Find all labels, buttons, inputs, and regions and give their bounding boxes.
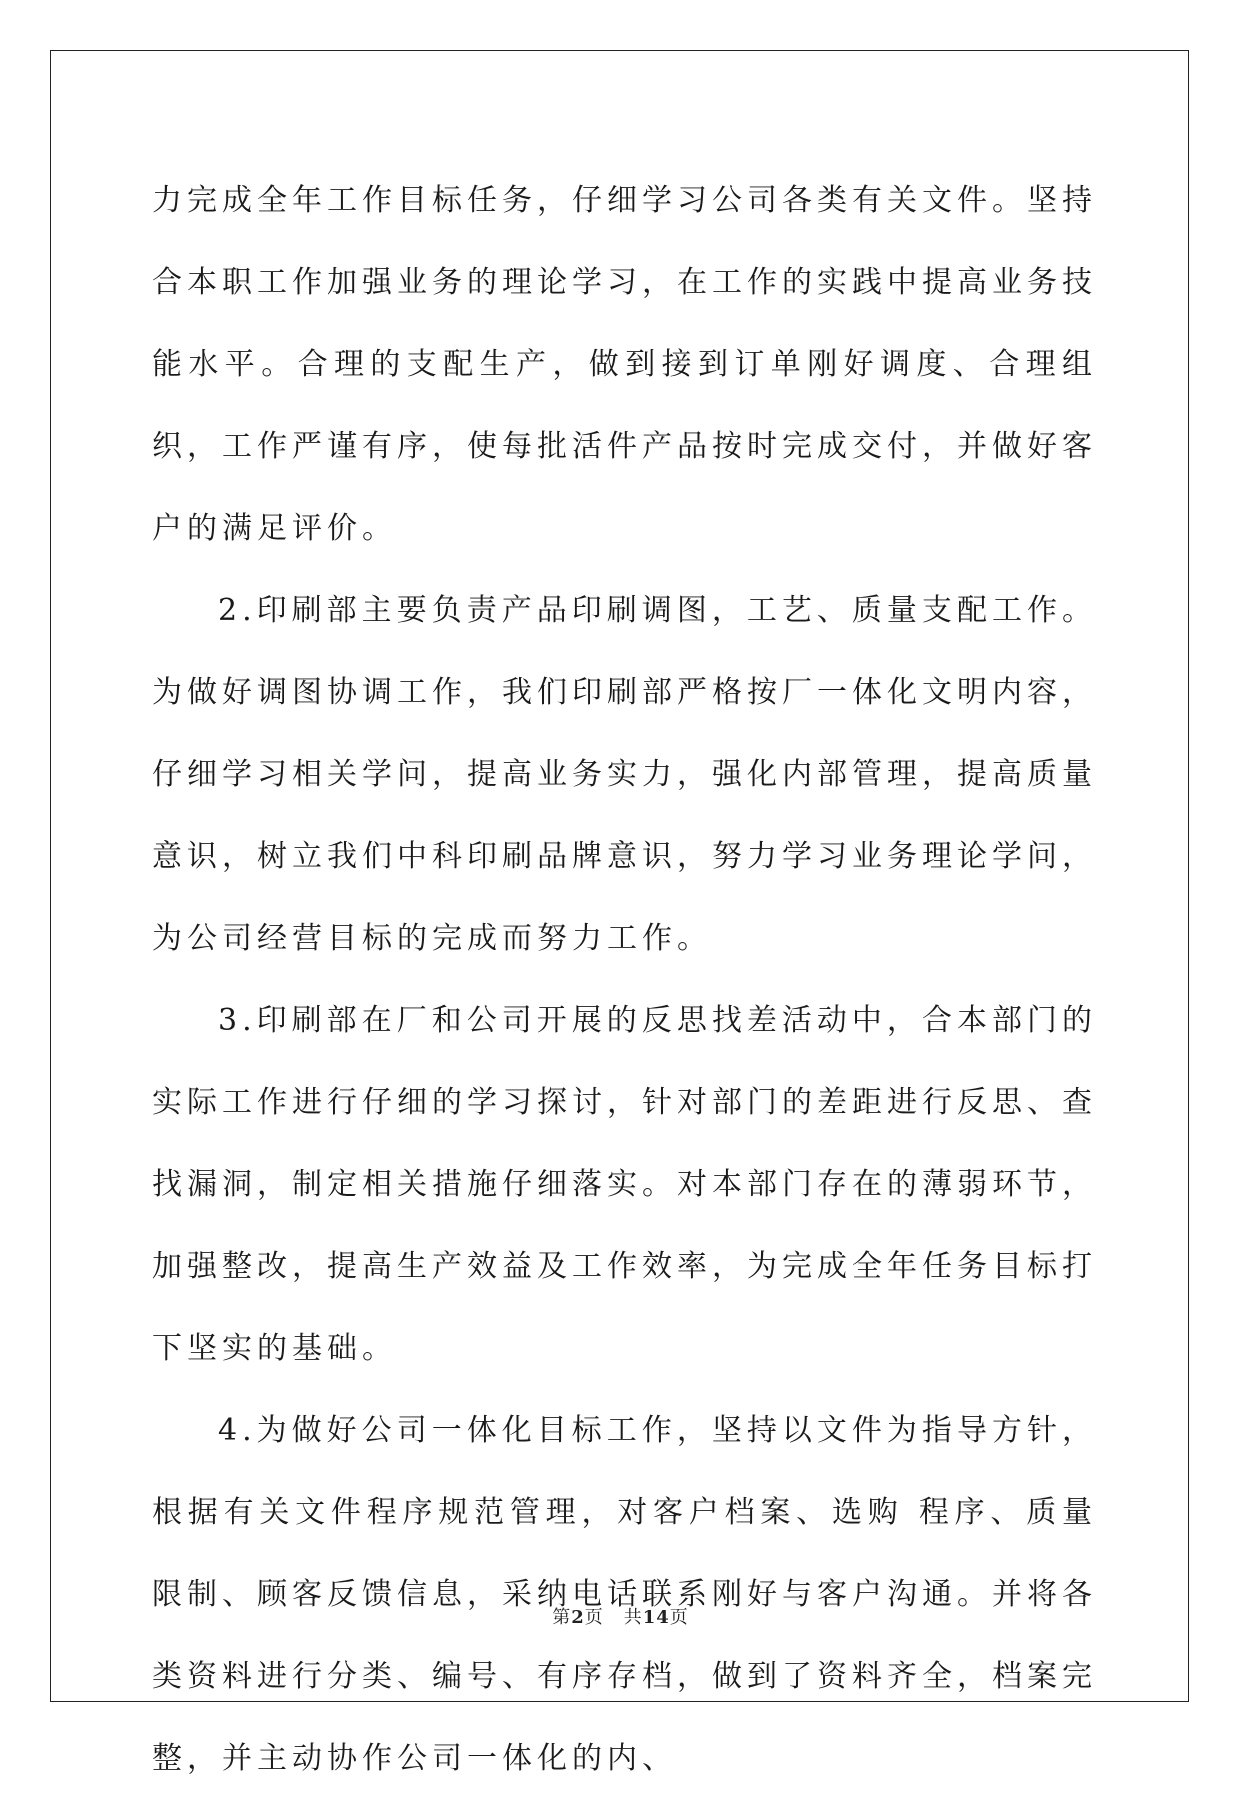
page-suffix: 页: [584, 1607, 604, 1628]
total-prefix: 共: [623, 1607, 643, 1628]
paragraph-3: 3.印刷部在厂和公司开展的反思找差活动中，合本部门的实际工作进行仔细的学习探讨，针对部门的差距进行反思、查找漏洞，制定相关措施仔细落实。对本部门存在的薄弱环节，加强整改，提高生产效益及工作效率，为完成全年任务目标打下坚实的基础。: [152, 1003, 1097, 1366]
page-prefix: 第: [552, 1607, 572, 1628]
page-footer: [0, 1603, 1241, 1629]
total-suffix: 页: [669, 1607, 689, 1628]
paragraph-4: 4.为做好公司一体化目标工作，坚持以文件为指导方针，根据有关文件程序规范管理，对客户档案、选购 程序、质量限制、顾客反馈信息，采纳电话联系刚好与客户沟通。并将各类资料进行分类、编号、有序存档，做到了资料齐全，档案完整，并主动协作公司一体化的内、: [152, 1413, 1097, 1776]
paragraph-2: 2.印刷部主要负责产品印刷调图，工艺、质量支配工作。为做好调图协调工作，我们印刷部严格按厂一体化文明内容，仔细学习相关学问，提高业务实力，强化内部管理，提高质量意识，树立我们中科印刷品牌意识，努力学习业务理论学问，为公司经营目标的完成而努力工作。: [152, 593, 1097, 956]
paragraph-1: 力完成全年工作目标任务，仔细学习公司各类有关文件。坚持合本职工作加强业务的理论学习，在工作的实践中提高业务技能水平。合理的支配生产，做到接到订单刚好调度、合理组织，工作严谨有序，使每批活件产品按时完成交付，并做好客户的满足评价。: [152, 183, 1097, 546]
total-pages: 14: [642, 1607, 670, 1628]
page-number: 2: [571, 1607, 585, 1628]
document-body: [152, 160, 1097, 1800]
